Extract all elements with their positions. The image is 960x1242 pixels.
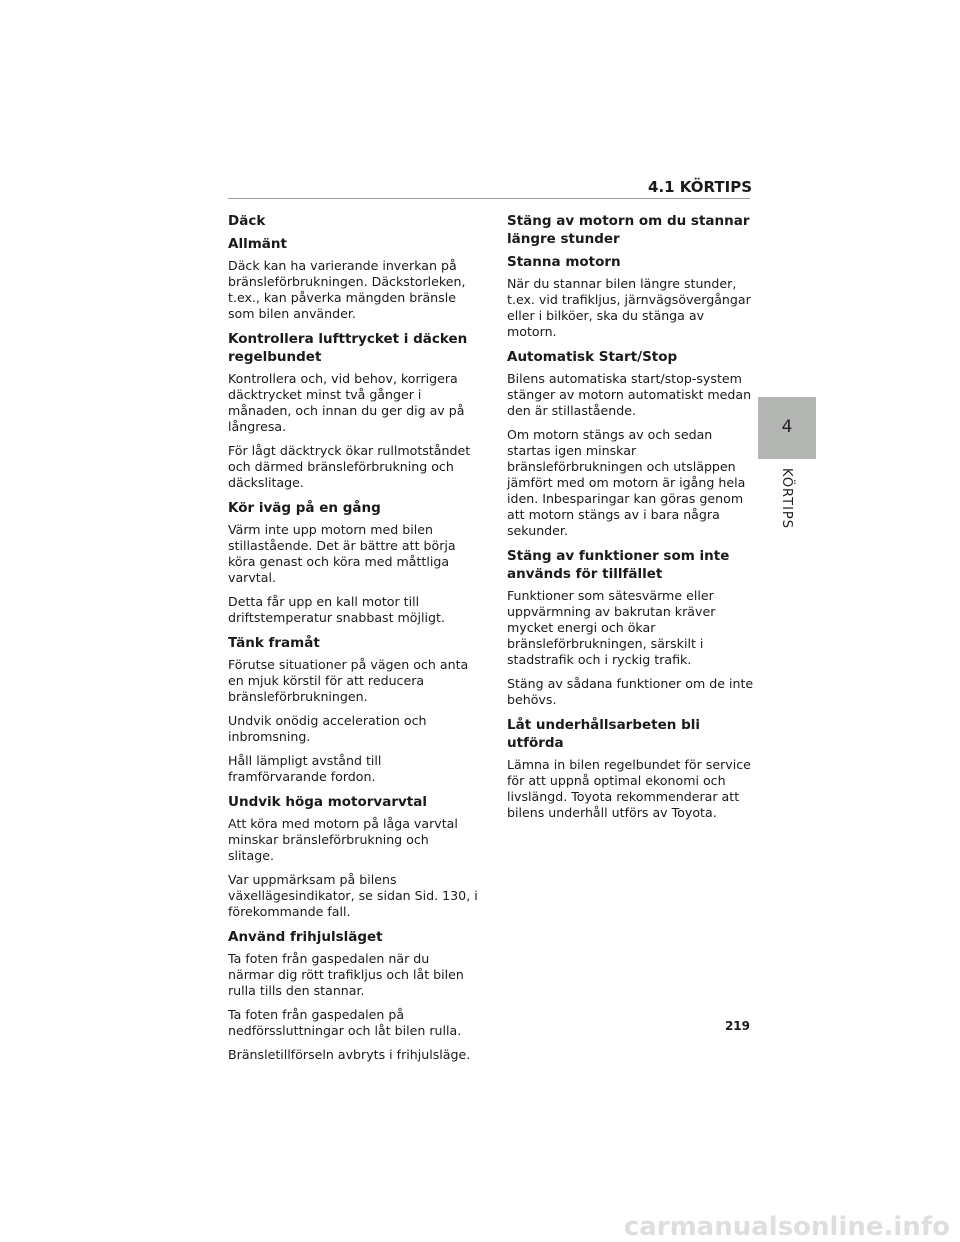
body-paragraph: Undvik onödig acceleration och inbromsning. (228, 713, 427, 744)
page-number: 219 (724, 1019, 750, 1033)
section-heading: Stäng av motorn om du stannar längre stunder (507, 213, 750, 247)
body-paragraph: När du stannar bilen längre stunder, t.ex. vid trafikljus, järnvägsövergångar eller i bilköer, ska du stänga av motorn. (507, 276, 751, 339)
watermark: carmanualsonline.info (623, 1212, 950, 1242)
section-heading: Använd frihjulsläget (228, 929, 383, 945)
section-heading: Stäng av funktioner som inte används för tillfället (507, 548, 730, 582)
section-heading: Kör iväg på en gång (228, 500, 381, 516)
section-heading: Automatisk Start/Stop (507, 349, 678, 365)
chapter-number: 4 (781, 417, 793, 437)
body-paragraph: Bränsletillförseln avbryts i frihjulsläge. (228, 1047, 471, 1062)
section-heading: Tänk framåt (228, 635, 320, 651)
section-heading: Däck (228, 213, 266, 229)
body-paragraph: Värm inte upp motorn med bilen stillastående. Det är bättre att börja köra genast och köra med måttliga varvtal. (228, 522, 456, 585)
section-heading: Kontrollera lufttrycket i däcken regelbundet (228, 331, 468, 365)
right-column (507, 208, 757, 829)
section-heading: Stanna motorn (507, 254, 621, 270)
chapter-tab (758, 397, 816, 459)
left-column (228, 208, 478, 1071)
section-heading: Undvik höga motorvarvtal (228, 794, 427, 810)
body-paragraph: Funktioner som sätesvärme eller uppvärmning av bakrutan kräver mycket energi och ökar bränsleförbrukningen, särskilt i stadstrafik och i ryckig trafik. (507, 588, 716, 667)
body-paragraph: Håll lämpligt avstånd till framförvarande fordon. (228, 753, 382, 784)
body-paragraph: Lämna in bilen regelbundet för service för att uppnå optimal ekonomi och livslängd. Toyota rekommenderar att bilens underhåll utförs av Toyota. (507, 757, 751, 820)
chapter-label: KÖRTIPS (779, 468, 794, 529)
body-paragraph: Ta foten från gaspedalen på nedförssluttningar och låt bilen rulla. (228, 1007, 462, 1038)
body-paragraph: Förutse situationer på vägen och anta en mjuk körstil för att reducera bränsleförbrukningen. (228, 657, 469, 704)
body-paragraph: Att köra med motorn på låga varvtal minskar bränsleförbrukning och slitage. (228, 816, 458, 863)
body-paragraph: För lågt däcktryck ökar rullmotståndet och därmed bränsleförbrukning och däckslitage. (228, 443, 471, 490)
body-paragraph: Detta får upp en kall motor till driftstemperatur snabbast möjligt. (228, 594, 445, 625)
header-divider (228, 198, 750, 199)
body-paragraph: Var uppmärksam på bilens växellägesindikator, se sidan Sid. 130, i förekommande fall. (228, 872, 478, 919)
body-paragraph: Däck kan ha varierande inverkan på bränsleförbrukningen. Däckstorleken, t.ex., kan påverka mängden bränsle som bilen använder. (228, 258, 466, 321)
body-paragraph: Ta foten från gaspedalen när du närmar dig rött trafikljus och låt bilen rulla tills den stannar. (228, 951, 464, 998)
body-paragraph: Stäng av sådana funktioner om de inte behövs. (507, 676, 754, 707)
section-heading: Allmänt (228, 236, 287, 252)
section-header: 4.1 KÖRTIPS (648, 178, 752, 196)
section-heading: Låt underhållsarbeten bli utförda (507, 717, 701, 751)
body-paragraph: Om motorn stängs av och sedan startas igen minskar bränsleförbrukningen och utsläppen jämfört med om motorn är igång hela iden. Inbesparingar kan göras genom att motorn stängs av i bara några sekunder. (507, 427, 746, 538)
body-paragraph: Bilens automatiska start/stop-system stänger av motorn automatiskt medan den är stillastående. (507, 371, 752, 418)
body-paragraph: Kontrollera och, vid behov, korrigera däcktrycket minst två gånger i månaden, och innan du ger dig av på långresa. (228, 371, 465, 434)
